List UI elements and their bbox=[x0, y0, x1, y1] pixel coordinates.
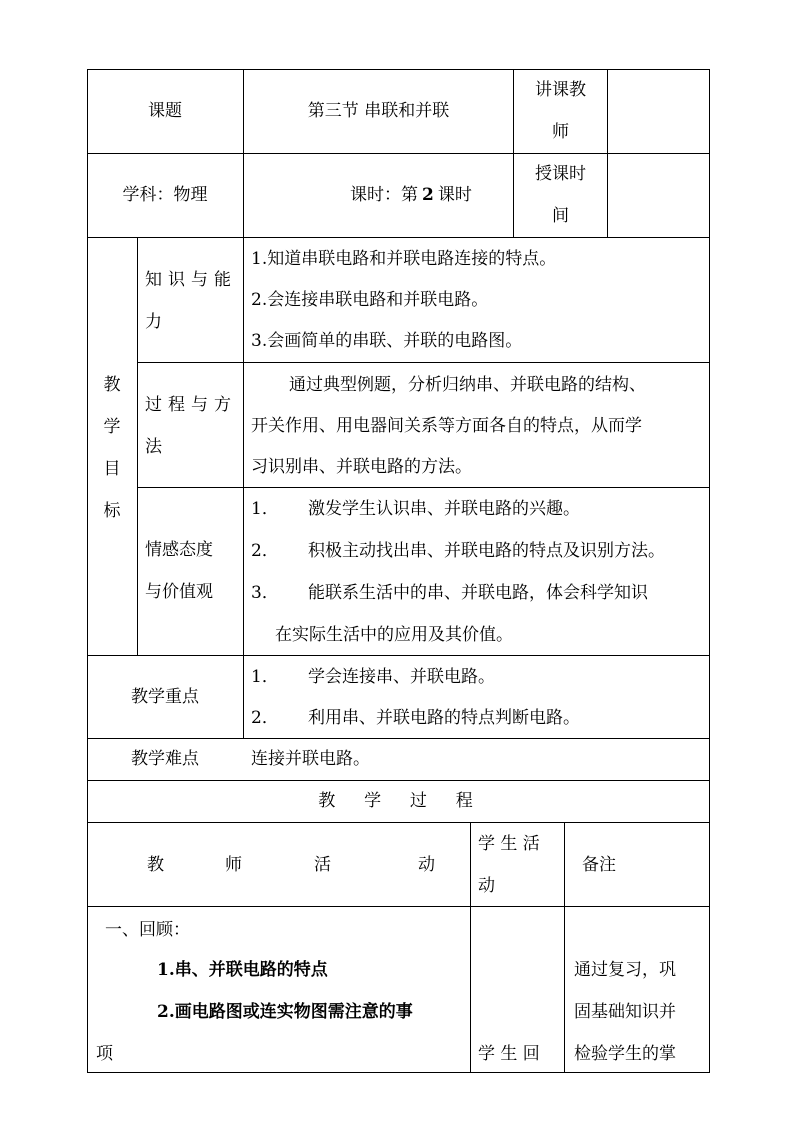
knowledge-item: 3.会画简单的串联、并联的电路图。 bbox=[251, 331, 523, 351]
emotion-item-text: 能联系生活中的串、并联电路，体会科学知识 bbox=[308, 583, 648, 603]
key-point-text: 利用串、并联电路的特点判断电路。 bbox=[308, 708, 580, 728]
key-points-label: 教学重点 bbox=[131, 687, 199, 707]
knowledge-label: 知识与能 bbox=[145, 270, 237, 290]
topic-label: 课题 bbox=[148, 101, 182, 121]
objectives-label-char: 标 bbox=[103, 501, 121, 521]
teaching-time-label: 授课时 bbox=[535, 164, 586, 184]
objectives-label-char: 目 bbox=[103, 459, 121, 479]
teacher-activity-char: 活 bbox=[314, 855, 331, 875]
table-line bbox=[87, 153, 710, 154]
emotion-item-continuation: 在实际生活中的应用及其价值。 bbox=[275, 625, 513, 645]
difficulty-label: 教学难点 bbox=[131, 749, 199, 769]
knowledge-item: 2.会连接串联电路和并联电路。 bbox=[251, 290, 489, 310]
emotion-item-number: 3． bbox=[251, 583, 279, 603]
student-activity-text: 学 生 回 bbox=[478, 1044, 540, 1064]
emotion-label: 情感态度 bbox=[145, 540, 213, 560]
difficulty-text: 连接并联电路。 bbox=[251, 749, 370, 769]
table-line bbox=[87, 69, 88, 1073]
teacher-activity-line: 1.串、并联电路的特点 bbox=[157, 960, 328, 980]
class-hours-label: 课时：第 bbox=[350, 185, 418, 205]
notes-header: 备注 bbox=[582, 855, 616, 875]
table-line bbox=[470, 822, 471, 1072]
table-line bbox=[607, 69, 608, 237]
process-label-cont: 法 bbox=[145, 437, 162, 457]
topic-value: 第三节 串联和并联 bbox=[307, 101, 450, 121]
process-line: 习识别串、并联电路的方法。 bbox=[251, 457, 472, 477]
key-point-text: 学会连接串、并联电路。 bbox=[308, 667, 495, 687]
objectives-label-char: 教 bbox=[103, 375, 121, 395]
teacher-activity-line: 2.画电路图或连实物图需注意的事 bbox=[157, 1002, 413, 1022]
teacher-activity-char: 教 bbox=[147, 855, 164, 875]
emotion-label-cont: 与价值观 bbox=[145, 582, 213, 602]
lecturer-label-cont: 师 bbox=[552, 122, 569, 142]
table-line bbox=[564, 822, 565, 1072]
process-line: 通过典型例题，分析归纳串、并联电路的结构、 bbox=[289, 375, 646, 395]
notes-line: 检验学生的掌 bbox=[574, 1044, 676, 1064]
teacher-activity-line: 项 bbox=[96, 1044, 113, 1064]
class-hours-number: 2 bbox=[422, 185, 434, 205]
emotion-item-text: 激发学生认识串、并联电路的兴趣。 bbox=[308, 499, 580, 519]
teacher-activity-line: 一、回顾： bbox=[105, 920, 190, 940]
emotion-item-text: 积极主动找出串、并联电路的特点及识别方法。 bbox=[308, 541, 665, 561]
teacher-activity-char: 师 bbox=[225, 855, 242, 875]
subject-label: 学科：物理 bbox=[122, 185, 208, 205]
knowledge-label-cont: 力 bbox=[145, 312, 162, 332]
table-line bbox=[87, 906, 710, 907]
class-hours-unit: 课时 bbox=[437, 185, 472, 205]
class-hours bbox=[350, 174, 472, 216]
student-activity-header-cont: 动 bbox=[478, 876, 495, 896]
emotion-item-number: 1． bbox=[251, 499, 279, 519]
table-line bbox=[243, 69, 244, 738]
teacher-activity-char: 动 bbox=[418, 855, 435, 875]
objectives-label-char: 学 bbox=[103, 417, 121, 437]
emotion-item-number: 2． bbox=[251, 541, 279, 561]
table-line bbox=[137, 237, 138, 655]
key-point-number: 1． bbox=[251, 667, 279, 687]
knowledge-item: 1.知道串联电路和并联电路连接的特点。 bbox=[251, 249, 557, 269]
key-point-number: 2． bbox=[251, 708, 279, 728]
lesson-plan-table bbox=[87, 69, 710, 1073]
lecturer-label: 讲课教 bbox=[535, 80, 586, 100]
process-title: 教 学 过 程 bbox=[318, 791, 479, 811]
student-activity-header: 学 生 活 bbox=[478, 834, 540, 854]
teaching-time-label-cont: 间 bbox=[552, 206, 569, 226]
table-line bbox=[87, 822, 710, 823]
process-line: 开关作用、用电器间关系等方面各自的特点，从而学 bbox=[251, 416, 642, 436]
process-label: 过程与方 bbox=[145, 395, 237, 415]
notes-line: 固基础知识并 bbox=[574, 1002, 676, 1022]
table-line bbox=[137, 362, 710, 363]
table-line bbox=[709, 69, 710, 1073]
table-line bbox=[87, 69, 710, 70]
notes-line: 通过复习，巩 bbox=[574, 960, 676, 980]
